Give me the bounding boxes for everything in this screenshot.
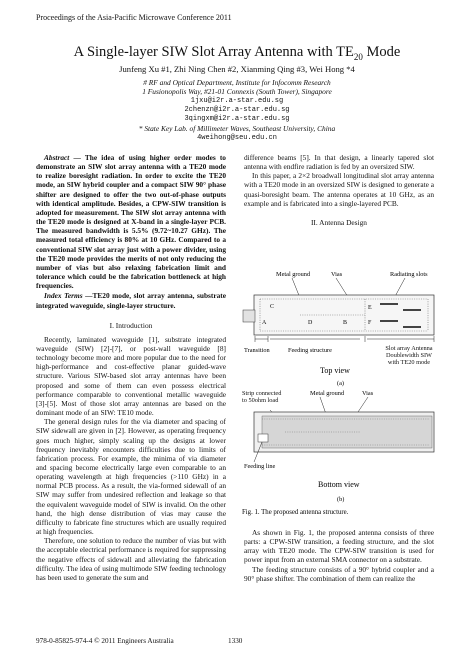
email-line: 3qingxm@i2r.a-star.edu.sg xyxy=(184,115,290,124)
paragraph: In this paper, a 2×2 broadwall longitudinal slot array antenna with a TE20 mode in an oversized SIW is designed to generate a quasi-boresight beam. The antenna operates at 10 GHz, as an example and is fabricated into a single-layered PCB. xyxy=(244,171,434,208)
left-column xyxy=(36,153,226,582)
letter-b: B xyxy=(343,320,348,326)
running-head: Proceedings of the Asia-Pacific Microwave Conference 2011 xyxy=(36,13,232,22)
page-number: 1330 xyxy=(228,637,243,645)
affiliations xyxy=(0,78,474,143)
right-column xyxy=(244,153,434,227)
affiliation-line: * State Key Lab. of Millimeter Waves, Southeast University, China xyxy=(138,124,336,134)
section-heading-antenna-design: II. Antenna Design xyxy=(310,217,368,227)
letter-c: C xyxy=(270,304,275,310)
label-feeding-line: Feeding line xyxy=(244,463,276,470)
letter-e: E xyxy=(368,305,372,311)
label-slot-array: Slot array Antenna Doublewidth SIW with TE20 mode xyxy=(385,345,433,366)
letter-f: F xyxy=(368,320,372,326)
email-line: 4weihong@seu.edu.cn xyxy=(197,133,277,142)
label-vias: Vias xyxy=(331,271,343,278)
paragraph: Recently, laminated waveguide [1], substrate integrated waveguide (SIW) [2]-[7], or post-wall waveguide [8] technology become more and more popular due to the need for high-performance and cost-effective planar guided-wave structure. Various SIW-based slot array antennas have been proposed and some of them can even possess electrical performance comparable to conventional metallic waveguide [3]-[5]. Most of those slot array antennas are based on the dominant mode of an SIW: TE10 mode. xyxy=(36,334,226,418)
paragraph: Therefore, one solution to reduce the number of vias but with the acceptable electrical performance is required for suppressing the negative effects of sidewall and alleviating the fabrication difficulty. The idea of using multimode SIW feeding technology has been used to generate the sum and xyxy=(36,536,226,582)
antenna-structure-figure xyxy=(240,262,440,518)
label-metal-ground: Metal ground xyxy=(276,271,311,278)
email-line: 2chenzn@i2r.a-star.edu.sg xyxy=(184,105,290,114)
label-bottom-view: Bottom view xyxy=(318,480,360,489)
affiliation-line: 1 Fusionopolis Way, #21-01 Connexis (South Tower), Singapore xyxy=(142,87,332,97)
email-line: 1jxu@i2r.a-star.edu.sg xyxy=(190,96,284,105)
affiliation-line: # RF and Optical Department, Institute for Infocomm Research xyxy=(143,78,331,87)
right-column-lower xyxy=(244,528,434,583)
label-transition: Transition xyxy=(244,347,270,354)
index-terms: Index Terms —TE20 mode, slot array antenna, substrate integrated waveguide, single-layer structure. xyxy=(36,291,226,310)
figure-caption: Fig. 1. The proposed antenna structure. xyxy=(242,509,349,516)
letter-a: A xyxy=(262,320,267,326)
section-heading-introduction: I. Introduction xyxy=(109,320,153,330)
label-top-view: Top view xyxy=(320,366,350,375)
label-a: (a) xyxy=(337,380,344,387)
dimension-markers xyxy=(255,336,434,342)
paragraph: The feeding structure consists of a 90° hybrid coupler and a 90° phase shifter. The combination of them can realize the xyxy=(244,564,434,583)
label-feeding-structure: Feeding structure xyxy=(288,347,332,354)
paragraph: The general design rules for the via diameter and spacing of SIW sidewall are given in [2]. However, as operating frequency goes much higher, simply scaling up the designs at lower frequency inevitably encounters difficulties due to limits of fabrication process. For example, the minima of via diameter and spacing become electrically large even comparable to an operating wavelength at high frequencies (>110 GHz) in a normal PCB process. As a result, the via-formed sidewall of an SIW may suffer from undesired reflection and leakage so that the equivalent waveguide model of SIW is invalid. On the other hand, the high dense distribution of vias may cause the difficulty to fabricate fine structures which are usually required at high frequencies. xyxy=(36,417,226,537)
cpw-transition xyxy=(243,310,255,322)
label-vias-b: Vias xyxy=(362,390,374,397)
paragraph: As shown in Fig. 1, the proposed antenna consists of three parts: a CPW-SIW transition, a feeding structure, and the slot array with TE20 mode. The CPW-SIW transition is used for power input from an external SMA connector on a substrate. xyxy=(244,528,434,565)
label-metal-ground-b: Metal ground xyxy=(310,390,345,397)
feeding-line xyxy=(258,434,268,442)
footer-copyright: 978-0-85825-974-4 © 2011 Engineers Australia xyxy=(36,637,174,645)
paragraph: difference beams [5]. In that design, a linearly tapered slot antenna with endfire radiation is fed by an oversized SIW. xyxy=(244,153,434,172)
abstract: Abstract — The idea of using higher order modes to demonstrate an SIW slot array antenna with a TE20 mode to realize boresight radiation. In order to excite the TE20 mode, an SIW hybrid coupler and a compact SIW 90° phase shifter are designed to offer the two out-of-phase outputs with identical amplitude. Besides, a CPW-SIW transition is adopted for measurement. The SIW slot array antenna with the TE20 mode is designed at X-band in a single-layer PCB. The measured bandwidth is 5.5% (9.72~10.27 GHz). The measured total efficiency is 80% at 10 GHz. Compared to a conventional SIW slot array just with a power divider, using the TE20 mode provides the merits of not only reducing the number of vias but also relaxing fabrication limit and tolerance which could be the fabrication bottleneck at high frequencies. xyxy=(36,153,226,291)
label-b: (b) xyxy=(337,496,345,503)
author-list: Junfeng Xu #1, Zhi Ning Chen #2, Xianming Qing #3, Wei Hong *4 xyxy=(119,64,355,74)
label-radiating-slots: Radiating slots xyxy=(390,271,428,278)
paper-title: A Single-layer SIW Slot Array Antenna with $TE_{20}$ Mode xyxy=(73,44,401,62)
label-strip: Strip connected to 50ohm load xyxy=(242,390,282,404)
letter-d: D xyxy=(308,320,313,326)
